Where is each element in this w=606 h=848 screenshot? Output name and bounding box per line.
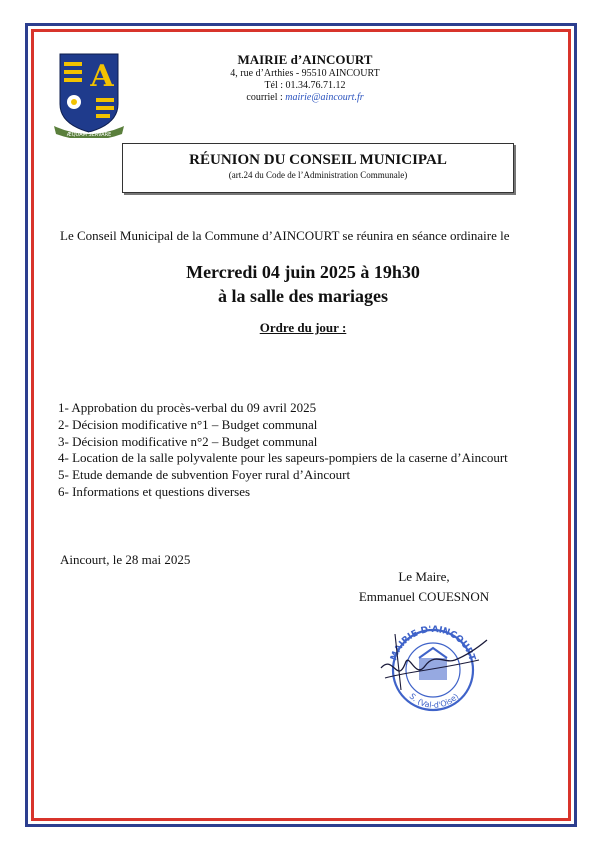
agenda-title: Ordre du jour : bbox=[259, 320, 347, 335]
signature-block bbox=[334, 567, 514, 607]
mairie-header bbox=[150, 52, 460, 104]
mairie-name: MAIRIE d’AINCOURT bbox=[237, 52, 373, 67]
mairie-address: 4, rue d’Arthies - 95510 AINCOURT bbox=[230, 68, 380, 79]
agenda-item: 2- Décision modificative n°1 – Budget communal bbox=[58, 416, 318, 432]
svg-text:ÆQUAM SERVARE: ÆQUAM SERVARE bbox=[66, 132, 112, 138]
town-crest-logo bbox=[52, 52, 126, 138]
document-subtitle: (art.24 du Code de l’Administration Communale) bbox=[228, 170, 408, 180]
title-box bbox=[122, 143, 514, 193]
email-label: courriel : bbox=[246, 92, 286, 103]
agenda-item: 1- Approbation du procès-verbal du 09 avril 2025 bbox=[58, 400, 317, 415]
svg-text:A: A bbox=[90, 59, 114, 94]
signature-role: Le Maire, bbox=[398, 569, 450, 584]
agenda-item: 6- Informations et questions diverses bbox=[58, 483, 251, 499]
official-stamp bbox=[375, 620, 495, 715]
mairie-email-line bbox=[150, 92, 460, 104]
signature-name: Emmanuel COUESNON bbox=[358, 589, 490, 604]
meeting-date-time: Mercredi 04 juin 2025 à 19h30 bbox=[186, 262, 420, 282]
meeting-info bbox=[60, 260, 546, 308]
agenda-item: 4- Location de la salle polyvalente pour les sapeurs-pompiers de la caserne d’Aincourt bbox=[58, 450, 508, 466]
agenda-item: 5- Etude demande de subvention Foyer rural d’Aincourt bbox=[58, 467, 351, 483]
svg-text:S. (Val-d'Oise): S. (Val-d'Oise) bbox=[407, 691, 461, 710]
intro-text: Le Conseil Municipal de la Commune d’AINCOURT se réunira en séance ordinaire le bbox=[60, 228, 510, 243]
meeting-place: à la salle des mariages bbox=[218, 286, 388, 306]
signed-date: Aincourt, le 28 mai 2025 bbox=[60, 552, 191, 567]
agenda-list bbox=[58, 400, 558, 501]
svg-text:MAIRIE D'AINCOURT: MAIRIE D'AINCOURT bbox=[389, 624, 477, 663]
document-title: RÉUNION DU CONSEIL MUNICIPAL bbox=[189, 152, 447, 168]
agenda-item: 3- Décision modificative n°2 – Budget communal bbox=[58, 433, 318, 449]
mairie-phone: Tél : 01.34.76.71.12 bbox=[264, 80, 346, 91]
email-link[interactable]: mairie@aincourt.fr bbox=[285, 92, 364, 103]
